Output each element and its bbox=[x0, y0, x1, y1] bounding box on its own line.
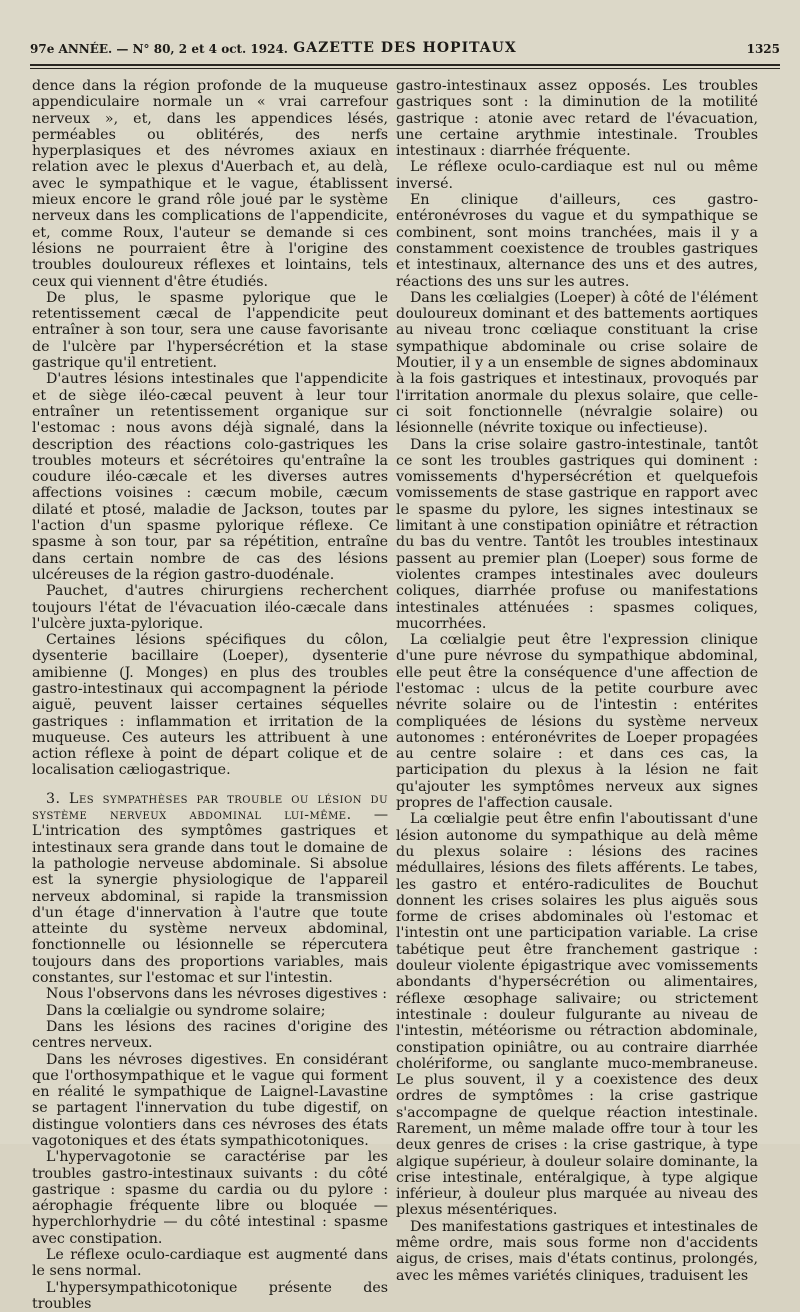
paragraph: De plus, le spasme pylorique que le retentissement cæcal de l'appendicite peut entraîner à son tour, sera une cause favorisante de l'ulcère par l'hypersécrétion et la stase gastrique qu'il entretient. bbox=[32, 289, 388, 372]
paragraph: Pauchet, d'autres chirurgiens recherchent toujours l'état de l'évacuation iléo-cæcale dans l'ulcère juxta-pylorique. bbox=[32, 583, 388, 632]
paragraph: D'autres lésions intestinales que l'appendicite et de siège iléo-cæcal peuvent à leur tour entraîner un retentissement organique sur l'estomac : nous avons déjà signalé, dans la description des réactions colo-gastriques les troubles moteurs et sécrétoires qu'entraîne la coudure iléo-cæcale et les diverses autres affections voisines : cæcum mobile, cæcum dilaté et ptosé, maladie de Jackson, toutes par l'action d'un spasme pylorique réflexe. Ce spasme à son tour, par sa répétition, entraîne dans certain nombre de cas des lésions ulcéreuses de la région gastro-duodénale. bbox=[32, 371, 388, 583]
running-header bbox=[30, 38, 780, 62]
journal-title: GAZETTE DES HOPITAUX bbox=[293, 40, 517, 56]
paragraph: Certaines lésions spécifiques du côlon, dysenterie bacillaire (Loeper), dysenterie amibienne (J. Monges) en plus des troubles gastro-intestinaux qui accompagnent la période aiguë, peuvent laisser certaines séquelles gastriques : inflammation et irritation de la muqueuse. Ces auteurs les attribuent à une action réflexe à point de départ colique et de localisation cæliogastrique. bbox=[32, 632, 388, 779]
page-number: 1325 bbox=[746, 42, 780, 56]
paragraph: Dans les névroses digestives. En considérant que l'orthosympathique et le vague qui forment en réalité le sympathique de Laignel-Lavastine se partagent l'innervation du tube digestif, on distingue volontiers dans ces névroses des états vagotoniques et des états sympathicotoniques. bbox=[32, 1051, 388, 1149]
section-paragraph bbox=[32, 791, 388, 987]
section-text: — L'intrication des symptômes gastriques et intestinaux sera grande dans tout le domaine de la pathologie nerveuse abdominale. Si absolue est la synergie physiologique de l'appareil nerveux abdominal, si rapide la transmission d'un étage d'innervation à l'autre que toute atteinte du système nerveux abdominal, fonctionnelle ou lésionnelle se répercutera toujours dans des proportions variables, mais constantes, sur l'estomac et sur l'intestin. bbox=[32, 807, 389, 987]
paragraph: Dans la cœlialgie ou syndrome solaire; bbox=[46, 1002, 326, 1019]
paragraph: La cœlialgie peut être l'expression clinique d'une pure névrose du sympathique abdominal, elle peut être la conséquence d'une affection de l'estomac : ulcus de la petite courbure avec névrite solaire ou de l'intestin : entérites compliquées de lésions du système nerveux autonomes : entéronévrites de Loeper propagées au centre solaire : et dans ces cas, la participation du plexus à la lésion ne fait qu'ajouter les symptômes nerveux aux signes propres de l'affection causale. bbox=[396, 632, 758, 812]
paragraph: gastro-intestinaux assez opposés. Les troubles gastriques sont : la diminution de la motilité gastrique : atonie avec retard de l'évacuation, une certaine arythmie intestinale. Troubles intestinaux : diarrhée fréquente. bbox=[396, 78, 758, 160]
paragraph: Le réflexe oculo-cardiaque est nul ou même inversé. bbox=[396, 159, 758, 192]
paragraph: dence dans la région profonde de la muqueuse appendiculaire normale un « vrai carrefour nerveux », et, dans les appendices lésés, perméables ou oblitérés, des nerfs hyperplasiques et des névromes axiaux en relation avec le plexus d'Auerbach et, au delà, avec le sympathique et le vague, établissent mieux encore le grand rôle joué par le système nerveux dans les complications de l'appendicite, et, comme Roux, l'auteur se demande si ces lésions ne pourraient être à l'origine des troubles douloureux réflexes et lointains, tels ceux qui viennent d'être étudiés. bbox=[32, 78, 388, 290]
paragraph: Dans les cœlialgies (Loeper) à côté de l'élément douloureux dominant et des battements aortiques au niveau tronc cœliaque constituant la crise sympathique abdominale ou crise solaire de Moutier, il y a un ensemble de signes abdominaux à la fois gastriques et intestinaux, provoqués par l'irritation anormale du plexus solaire, que celle-ci soit fonctionnelle (névralgie solaire) ou lésionnelle (névrite toxique ou infectieuse). bbox=[396, 289, 758, 437]
right-column bbox=[396, 78, 758, 1284]
paragraph: Le réflexe oculo-cardiaque est augmenté dans le sens normal. bbox=[32, 1247, 388, 1280]
left-column bbox=[32, 78, 389, 1312]
paragraph: En clinique d'ailleurs, ces gastro-entéronévroses du vague et du sympathique se combinent, sont moins tranchées, mais il y a constamment coexistence de troubles gastriques et intestinaux, alternance des uns et des autres, réactions des uns sur les autres. bbox=[396, 192, 758, 290]
section-heading: 3. Les sympathèses par trouble ou lésion du système nerveux abdominal lui-même. bbox=[32, 790, 388, 824]
paragraph: Nous l'observons dans les névroses digestives : bbox=[46, 986, 388, 1003]
paragraph: La cœlialgie peut être enfin l'aboutissant d'une lésion autonome du sympathique au delà même du plexus solaire : lésions des racines médullaires, lésions des filets afférents. Le tabes, les gastro et entéro-radiculites de Bouchut donnent les crises solaires les plus aiguës sous forme de crises abdominales où l'estomac et l'intestin ont une participation variable. La crise tabétique peut être franchement gastrique : douleur violente épigastrique avec vomissements abondants d'hypersécrétion ou alimentaires, réflexe œsophage salivaire; ou strictement intestinale : douleur fulgurante au niveau de l'intestin, météorisme ou rétraction abdominale, constipation opiniâtre, ou au contraire diarrhée cholériforme, ou sanglante muco-membraneuse. Le plus souvent, il y a coexistence des deux ordres de symptômes : la crise gastrique s'accompagne de quelque réaction intestinale. Rarement, un même malade offre tour à tour les deux genres de crises : la crise gastrique, à type algique supérieur, à douleur solaire dominante, la crise intestinale, entéralgique, à type algique inférieur, à douleur plus marquée au niveau des plexus mésentériques. bbox=[396, 811, 758, 1219]
paragraph: Des manifestations gastriques et intestinales de même ordre, mais sous forme non d'accidents aigus, de crises, mais d'états continus, prolongés, avec les mêmes variétés cliniques, traduisent les bbox=[396, 1218, 758, 1284]
paragraph: L'hypersympathicotonique présente des troubles bbox=[32, 1279, 388, 1312]
issue-info: 97e ANNÉE. — N° 80, 2 et 4 oct. 1924. bbox=[30, 42, 288, 56]
paragraph: L'hypervagotonie se caractérise par les troubles gastro-intestinaux suivants : du côté gastrique : spasme du cardia ou du pylore : aérophagie fréquente libre ou bloquée — hyperchlorhydrie — du côté intestinal : spasme avec constipation. bbox=[32, 1149, 388, 1247]
paragraph: Dans les lésions des racines d'origine des centres nerveux. bbox=[32, 1018, 388, 1052]
header-rule-thin bbox=[30, 68, 780, 69]
header-rule bbox=[30, 64, 780, 66]
paragraph: Dans la crise solaire gastro-intestinale, tantôt ce sont les troubles gastriques qui dominent : vomissements d'hypersécrétion et quelquefois vomissements de stase gastrique en rapport avec le spasme du pylore, les signes intestinaux se limitant à une constipation opiniâtre et rétraction du bas du ventre. Tantôt les troubles intestinaux passent au premier plan (Loeper) sous forme de violentes crampes intestinales avec douleurs coliques, diarrhée profuse ou manifestations intestinales atténuées : spasmes coliques, mucorrhées. bbox=[396, 436, 758, 632]
